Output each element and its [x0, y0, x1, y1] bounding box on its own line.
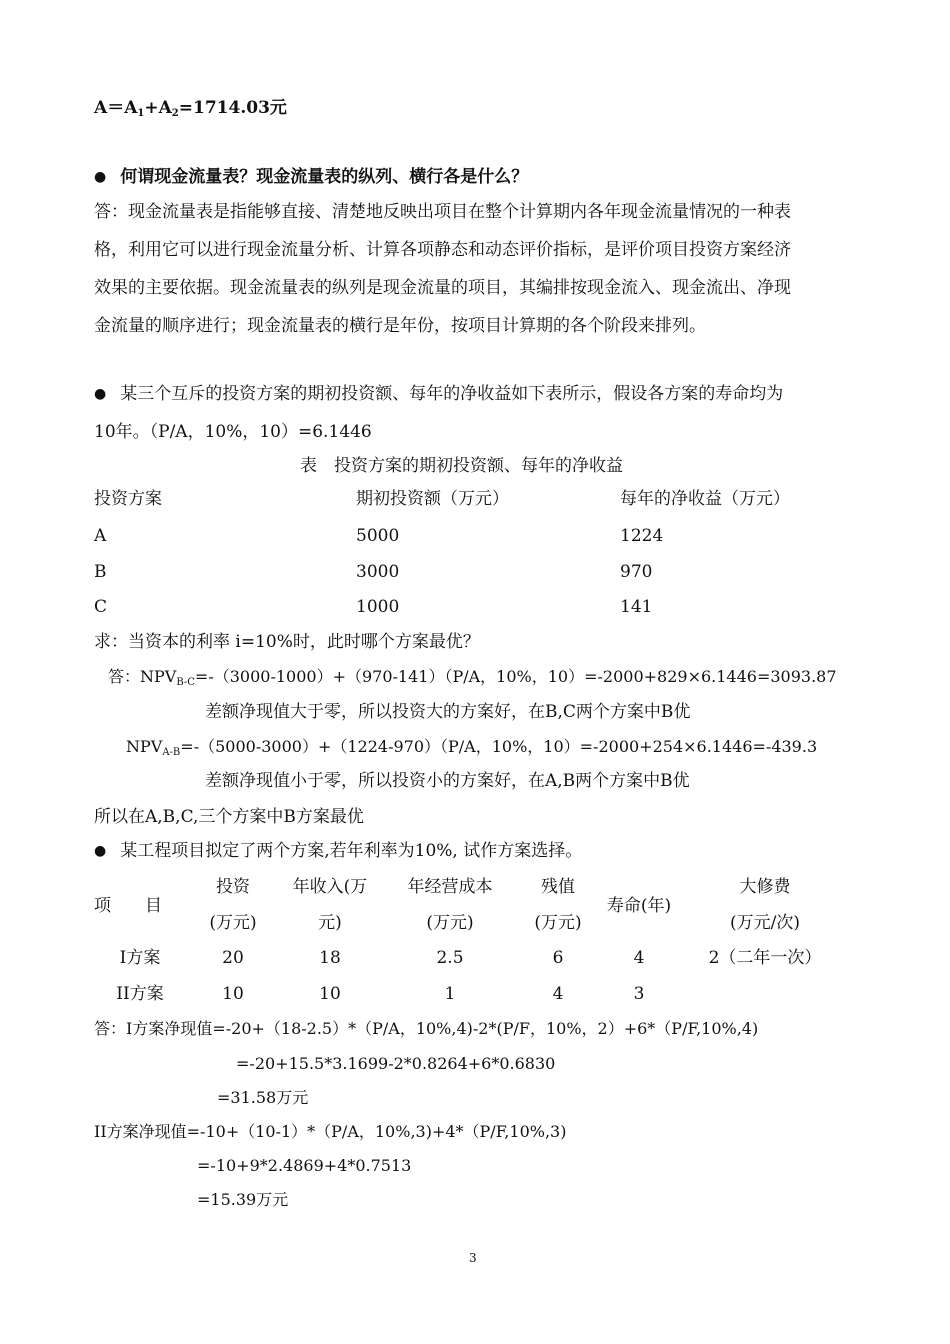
question-intro-line2: 10年。（P/A，10%，10）=6.1446	[94, 422, 372, 442]
question-mutually-exclusive: ● 某三个互斥的投资方案的期初投资额、每年的净收益如下表所示，假设各方案的寿命均为	[94, 384, 784, 404]
table-cell: 18	[319, 948, 341, 968]
table-header-income: 年收入(万	[292, 877, 368, 897]
table-cell: 1000	[356, 597, 400, 617]
table-cell: 1224	[620, 526, 664, 546]
note-a-b: 差额净现值小于零，所以投资小的方案好，在A,B两个方案中B优	[205, 771, 690, 791]
table-header-income-unit: 元)	[318, 913, 342, 933]
table-cell: 141	[620, 597, 653, 617]
answer-plan-i: 答：I方案净现值=-20+（18-2.5）*（P/A，10%,4)-2*(P/F，10%，2）+6*（P/F,10%,4)	[94, 1019, 759, 1038]
npv-b-c: 答：$NPV_{B-C}=-(3000-1000)+(970-141)(P/A$，10%，10）=-2000+829×6.1446=3093.87	[108, 667, 837, 688]
answer-line: 格，利用它可以进行现金流量分析、计算各项静态和动态评价指标，是评价项目投资方案经济	[94, 240, 791, 260]
table-header-item: 项 目	[94, 896, 162, 916]
answer-plan-i-result: =31.58万元	[217, 1088, 309, 1107]
table-header-invest-unit: (万元)	[209, 913, 257, 933]
table-header-salvage: 残值	[541, 877, 575, 897]
table-cell: 970	[620, 562, 653, 582]
table-header-cost: 年经营成本	[407, 877, 493, 897]
table-header-salvage-unit: (万元)	[534, 913, 582, 933]
table-header-repair-unit: (万元/次)	[730, 913, 800, 933]
answer-line: 金流量的顺序进行；现金流量表的横行是年份，按项目计算期的各个阶段来排列。	[94, 316, 706, 336]
answer-plan-ii: II方案净现值=-10+（10-1）*（P/A，10%,3)+4*（P/F,10%,3)	[94, 1122, 567, 1141]
table-cell: 1	[444, 984, 456, 1004]
bullet-icon: ●	[94, 386, 107, 402]
question-ask: 求：当资本的利率 i=10%时，此时哪个方案最优？	[94, 632, 480, 652]
table-cell: 20	[222, 948, 244, 968]
table-cell: 10	[222, 984, 244, 1004]
table-header-cost-unit: (万元)	[426, 913, 474, 933]
table-cell: A	[94, 526, 107, 546]
bullet-icon: ●	[94, 169, 107, 185]
answer-plan-ii-calc: =-10+9*2.4869+4*0.7513	[197, 1156, 412, 1175]
table-header-repair: 大修费	[739, 877, 791, 897]
question-engineering-project: ● 某工程项目拟定了两个方案,若年利率为10%, 试作方案选择。	[94, 841, 583, 861]
table-cell: 2（二年一次）	[708, 948, 822, 968]
answer-line: 答：现金流量表是指能够直接、清楚地反映出项目在整个计算期内各年现金流量情况的一种表	[94, 202, 791, 222]
bullet-icon: ●	[94, 843, 107, 859]
table-cell: B	[94, 562, 107, 582]
table-cell: 6	[552, 948, 564, 968]
table-cell: 4	[633, 948, 645, 968]
table-cell: C	[94, 597, 108, 617]
table-cell: 3	[633, 984, 645, 1004]
question-cash-flow-table: ● 何谓现金流量表？现金流量表的纵列、横行各是什么？	[94, 167, 529, 187]
table-cell: I方案	[119, 948, 161, 968]
table-cell: II方案	[116, 984, 164, 1004]
table-cell: 4	[552, 984, 564, 1004]
answer-plan-ii-result: =15.39万元	[197, 1190, 289, 1209]
table-header-life: 寿命(年)	[606, 896, 672, 916]
answer-plan-i-calc: =-20+15.5*3.1699-2*0.8264+6*0.6830	[236, 1054, 556, 1073]
table-header-net-income: 每年的净收益（万元）	[620, 489, 790, 509]
conclusion: 所以在A,B,C,三个方案中B方案最优	[94, 807, 364, 827]
formula-A-total: $A=A_1+A_2=1714.03$元	[94, 98, 287, 119]
table-header-plan: 投资方案	[94, 489, 162, 509]
npv-a-b: $NPV_{A-B}=-(5000-3000)+(1224-970)(P/A$，10%，10）=-2000+254×6.1446=-439.3	[126, 737, 818, 758]
table-cell: 3000	[356, 562, 400, 582]
table-title: 表 投资方案的期初投资额、每年的净收益	[300, 456, 623, 476]
table-cell: 10	[319, 984, 341, 1004]
answer-line: 效果的主要依据。现金流量表的纵列是现金流量的项目，其编排按现金流入、现金流出、净现	[94, 278, 791, 298]
table-header-investment: 期初投资额（万元）	[356, 489, 509, 509]
table-cell: 5000	[356, 526, 400, 546]
table-header-invest: 投资	[216, 877, 250, 897]
page-number: 3	[469, 1251, 477, 1265]
note-b-c: 差额净现值大于零，所以投资大的方案好，在B,C两个方案中B优	[205, 702, 691, 722]
table-cell: 2.5	[436, 948, 464, 968]
